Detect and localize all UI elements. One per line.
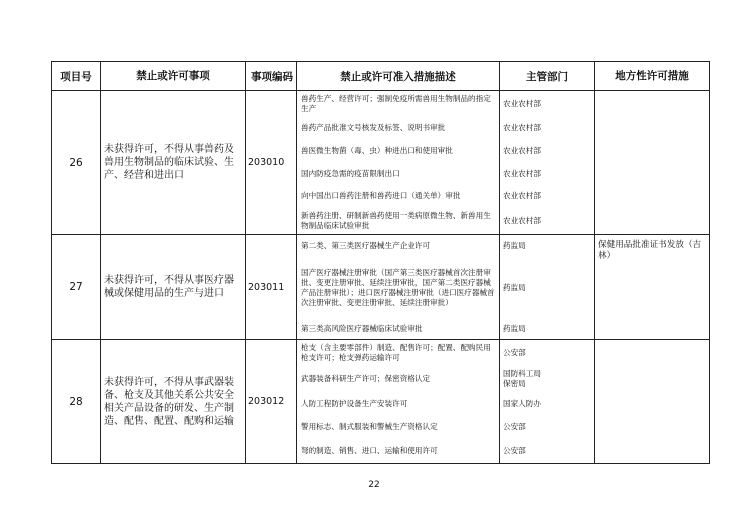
measure-description: 兽药产品批准文号核发及标签、说明书审批 bbox=[301, 123, 446, 132]
row-departments bbox=[500, 235, 595, 340]
row-measures bbox=[297, 235, 500, 340]
page-number: 22 bbox=[368, 480, 380, 490]
department: 公安部 bbox=[503, 446, 526, 455]
department: 农业农村部 bbox=[503, 123, 541, 132]
row-number: 28 bbox=[52, 340, 101, 464]
department: 药监局 bbox=[503, 323, 526, 333]
department: 药监局 bbox=[503, 282, 526, 292]
row-measures bbox=[297, 340, 500, 464]
department: 农业农村部 bbox=[503, 145, 541, 155]
department: 公安部 bbox=[503, 348, 526, 357]
table-row bbox=[52, 91, 710, 235]
measure-description: 第二类、第三类医疗器械生产企业许可 bbox=[301, 241, 431, 250]
table-header-row bbox=[52, 62, 710, 91]
measure-description: 国产医疗器械注册审批（国产第三类医疗器械首次注册审批、变更注册审批、延续注册审批，国产第二类医疗器械产品注册审批）；进口医疗器械注册审批（进口医疗器械首次注册审批、变更注册审批、延续注册审批） bbox=[301, 267, 495, 307]
department: 农业农村部 bbox=[503, 191, 541, 200]
measure-description: 兽药生产、经营许可；强制免疫所需兽用生物制品的指定生产 bbox=[301, 94, 491, 113]
row-local-measure bbox=[595, 340, 710, 464]
row-item: 未获得许可，不得从事兽药及兽用生物制品的临床试验、生产、经营和进出口 bbox=[101, 91, 246, 235]
measure-description: 人防工程防护设备生产安装许可 bbox=[301, 398, 408, 408]
department: 公安部 bbox=[503, 422, 526, 431]
department: 农业农村部 bbox=[503, 168, 541, 178]
permit-table bbox=[51, 61, 710, 464]
measure-description: 警用标志、制式服装和警械生产资格认定 bbox=[301, 422, 438, 431]
header-local-measures: 地方性许可措施 bbox=[595, 62, 710, 91]
measure-description: 向中国出口兽药注册和兽药进口（通关单）审批 bbox=[301, 191, 461, 200]
row-code: 203010 bbox=[246, 91, 297, 235]
row-measures bbox=[297, 91, 500, 235]
measure-description: 武器装备科研生产许可；保密资格认定 bbox=[301, 374, 431, 383]
row-local-measure: 保健用品批准证书发放（吉林） bbox=[595, 235, 710, 340]
measure-description: 弩的制造、销售、进口、运输和使用许可 bbox=[301, 446, 438, 455]
department: 国家人防办 bbox=[503, 398, 541, 408]
row-code: 203011 bbox=[246, 235, 297, 340]
row-item: 未获得许可，不得从事武器装备、枪支及其他关系公共安全相关产品设备的研发、生产制造、配售、配置、配购和运输 bbox=[101, 340, 246, 464]
row-item: 未获得许可，不得从事医疗器械或保健用品的生产与进口 bbox=[101, 235, 246, 340]
measure-description: 国内防疫急需的疫苗限制出口 bbox=[301, 168, 400, 178]
header-item: 禁止或许可事项 bbox=[101, 62, 246, 91]
row-number: 27 bbox=[52, 235, 101, 340]
header-department: 主管部门 bbox=[500, 62, 595, 91]
measure-description: 第三类高风险医疗器械临床试验审批 bbox=[301, 323, 423, 333]
table-row bbox=[52, 235, 710, 340]
row-departments bbox=[500, 340, 595, 464]
header-item-number: 项目号 bbox=[52, 62, 101, 91]
department: 国防科工局 保密局 bbox=[503, 369, 541, 388]
measure-description: 兽医微生物菌（毒、虫）种进出口和使用审批 bbox=[301, 145, 453, 155]
measure-description: 新兽药注册、研制新兽药使用一类病原微生物、新兽用生物制品临床试验审批 bbox=[301, 210, 491, 230]
row-number: 26 bbox=[52, 91, 101, 235]
department: 农业农村部 bbox=[503, 215, 541, 225]
row-local-measure bbox=[595, 91, 710, 235]
row-departments bbox=[500, 91, 595, 235]
table-row bbox=[52, 340, 710, 464]
department: 药监局 bbox=[503, 241, 526, 250]
header-measure-description: 禁止或许可准入措施描述 bbox=[297, 62, 500, 91]
department: 农业农村部 bbox=[503, 99, 541, 108]
row-code: 203012 bbox=[246, 340, 297, 464]
header-item-code: 事项编码 bbox=[246, 62, 297, 91]
measure-description: 枪支（含主要零部件）制造、配售许可；配置、配购民用枪支许可；枪支弹药运输许可 bbox=[301, 343, 491, 362]
